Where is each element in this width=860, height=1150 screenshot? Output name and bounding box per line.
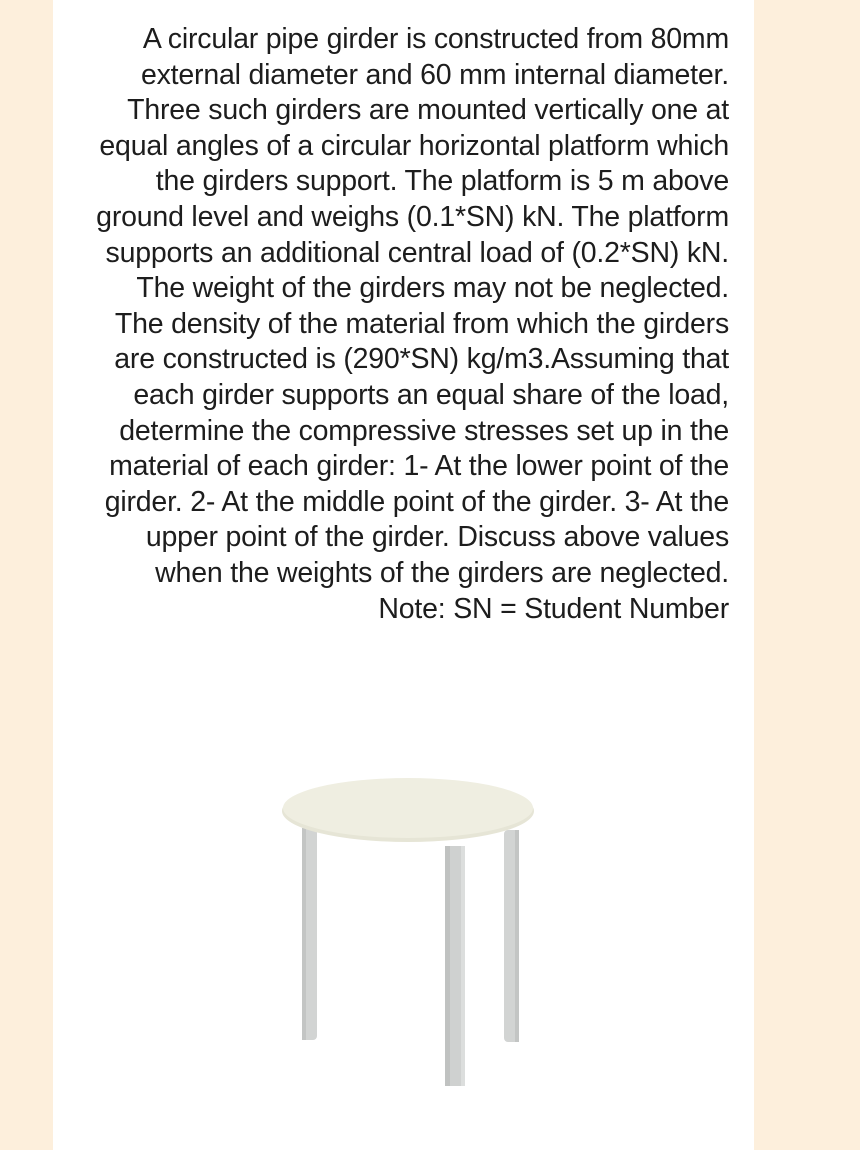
page-sheet — [53, 0, 754, 1150]
problem-statement: A circular pipe girder is constructed from 80mm external diameter and 60 mm internal diameter. Three such girders are mounted vertically one at equal angles of a circular horizontal platform which the girders support. The platform is 5 m above ground level and weighs (0.1*SN) kN. The platform supports an additional central load of (0.2*SN) kN. The weight of the girders may not be neglected. The density of the material from which the girders are constructed is (290*SN) kg/m3.Assuming that each girder supports an equal share of the load, determine the compressive stresses set up in the material of each girder: 1- At the lower point of the girder. 2- At the middle point of the girder. 3- At the upper point of the girder. Discuss above values when the weights of the girders are neglected. Note: SN = Student Number — [96, 23, 729, 625]
platform-on-girders-illustration — [281, 770, 541, 1100]
platform-top — [283, 778, 533, 838]
platform-figure — [281, 770, 541, 1100]
